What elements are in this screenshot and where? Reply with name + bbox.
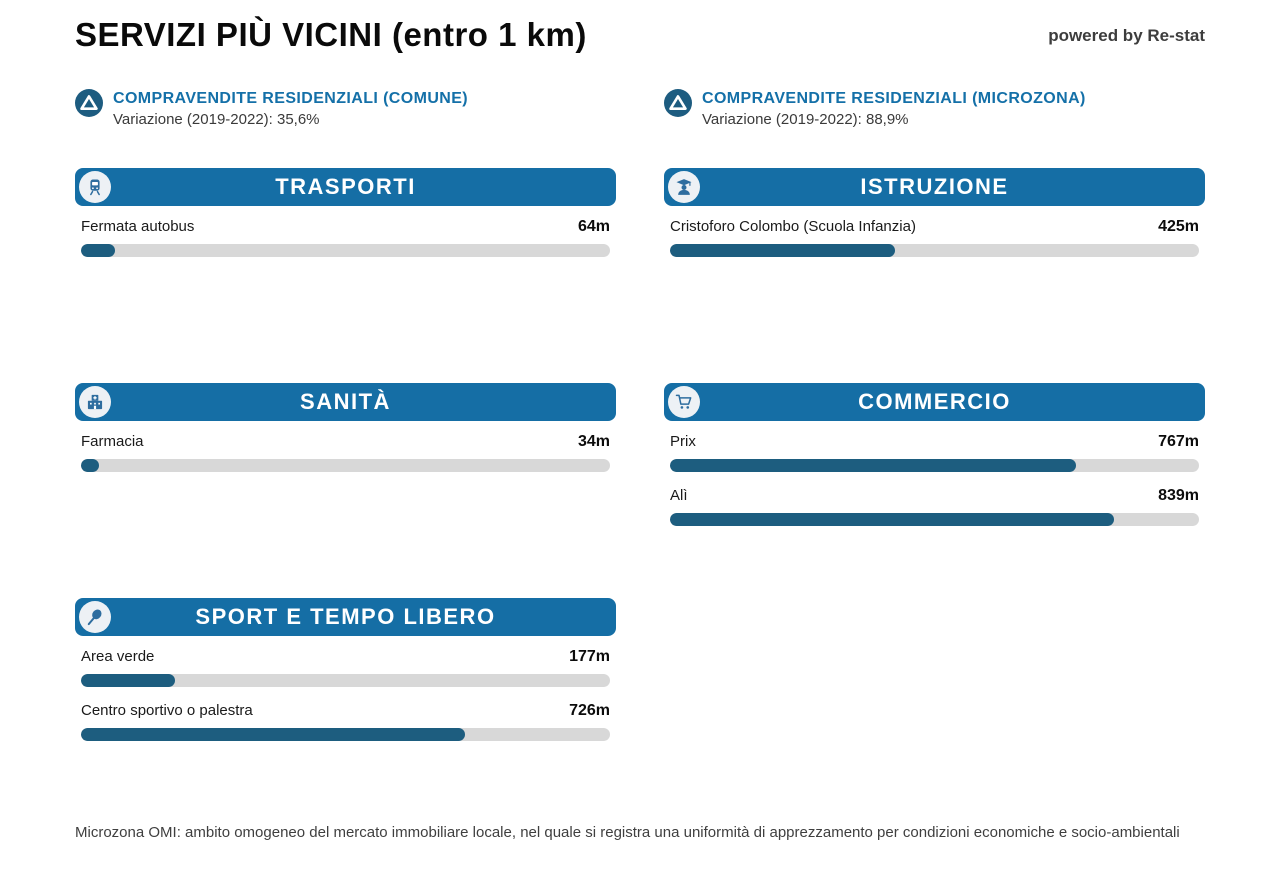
section-commercio [664,383,1205,598]
racket-icon [79,601,111,633]
distance-bar-fill [81,459,99,472]
up-triangle-icon [664,89,692,117]
section-header [75,383,616,421]
page-title: SERVIZI PIÙ VICINI (entro 1 km) [75,16,587,53]
distance-bar-track [670,244,1199,257]
service-distance: 34m [577,433,610,450]
train-icon [79,171,111,203]
distance-bar-fill [670,513,1114,526]
service-distance: 767m [1158,433,1199,450]
service-row [75,702,616,741]
section-title: COMMERCIO [858,389,1011,414]
section-header [664,383,1205,421]
distance-bar-fill [81,674,175,687]
section-istruzione [664,168,1205,383]
service-distance: 177m [569,648,610,665]
distance-bar-fill [81,244,115,257]
stat-title: COMPRAVENDITE RESIDENZIALI (MICROZONA) [702,90,1086,107]
distance-bar-fill [670,459,1076,472]
service-label: Cristoforo Colombo (Scuola Infanzia) [670,218,916,235]
distance-bar-track [81,674,610,687]
section-sanita [75,383,616,598]
section-header [75,598,616,636]
distance-bar-track [81,728,610,741]
stat-subtitle: Variazione (2019-2022): 35,6% [113,111,320,128]
service-row [75,648,616,687]
section-title: TRASPORTI [275,174,416,199]
hospital-icon [79,386,111,418]
service-label: Area verde [81,648,155,665]
distance-bar-track [670,513,1199,526]
distance-bar-fill [81,728,465,741]
section-title: SPORT E TEMPO LIBERO [195,604,496,629]
distance-bar-fill [670,244,895,257]
stat-subtitle: Variazione (2019-2022): 88,9% [702,111,909,128]
service-label: Farmacia [81,433,144,450]
section-title: SANITÀ [300,389,391,414]
section-sport-tempo-libero [75,598,616,813]
service-distance: 425m [1158,218,1199,235]
distance-bar-track [670,459,1199,472]
service-label: Centro sportivo o palestra [81,702,253,719]
service-distance: 64m [577,218,610,235]
graduate-icon [668,171,700,203]
microzona-note: Microzona OMI: ambito omogeneo del mercato immobiliare locale, nel quale si registra una uniformità di apprezzamento per condizioni economiche e socio-ambientali [75,824,1180,841]
section-header [75,168,616,206]
section-trasporti [75,168,616,383]
service-label: Fermata autobus [81,218,195,235]
service-label: Prix [670,433,696,450]
service-row [664,218,1205,257]
up-triangle-icon [75,89,103,117]
powered-by-label: powered by Re-stat [1048,26,1205,45]
stat-title: COMPRAVENDITE RESIDENZIALI (COMUNE) [113,90,469,107]
service-row [664,433,1205,472]
stat-compravendite-comune [75,89,468,129]
service-row [75,218,616,257]
service-row [664,487,1205,526]
service-label: Alì [670,487,688,504]
service-sections-grid [75,168,1205,813]
service-distance: 726m [569,702,610,719]
section-header [664,168,1205,206]
service-distance: 839m [1158,487,1199,504]
stat-compravendite-microzona [664,89,1086,129]
cart-icon [668,386,700,418]
service-row [75,433,616,472]
section-title: ISTRUZIONE [860,174,1009,199]
distance-bar-track [81,244,610,257]
distance-bar-track [81,459,610,472]
